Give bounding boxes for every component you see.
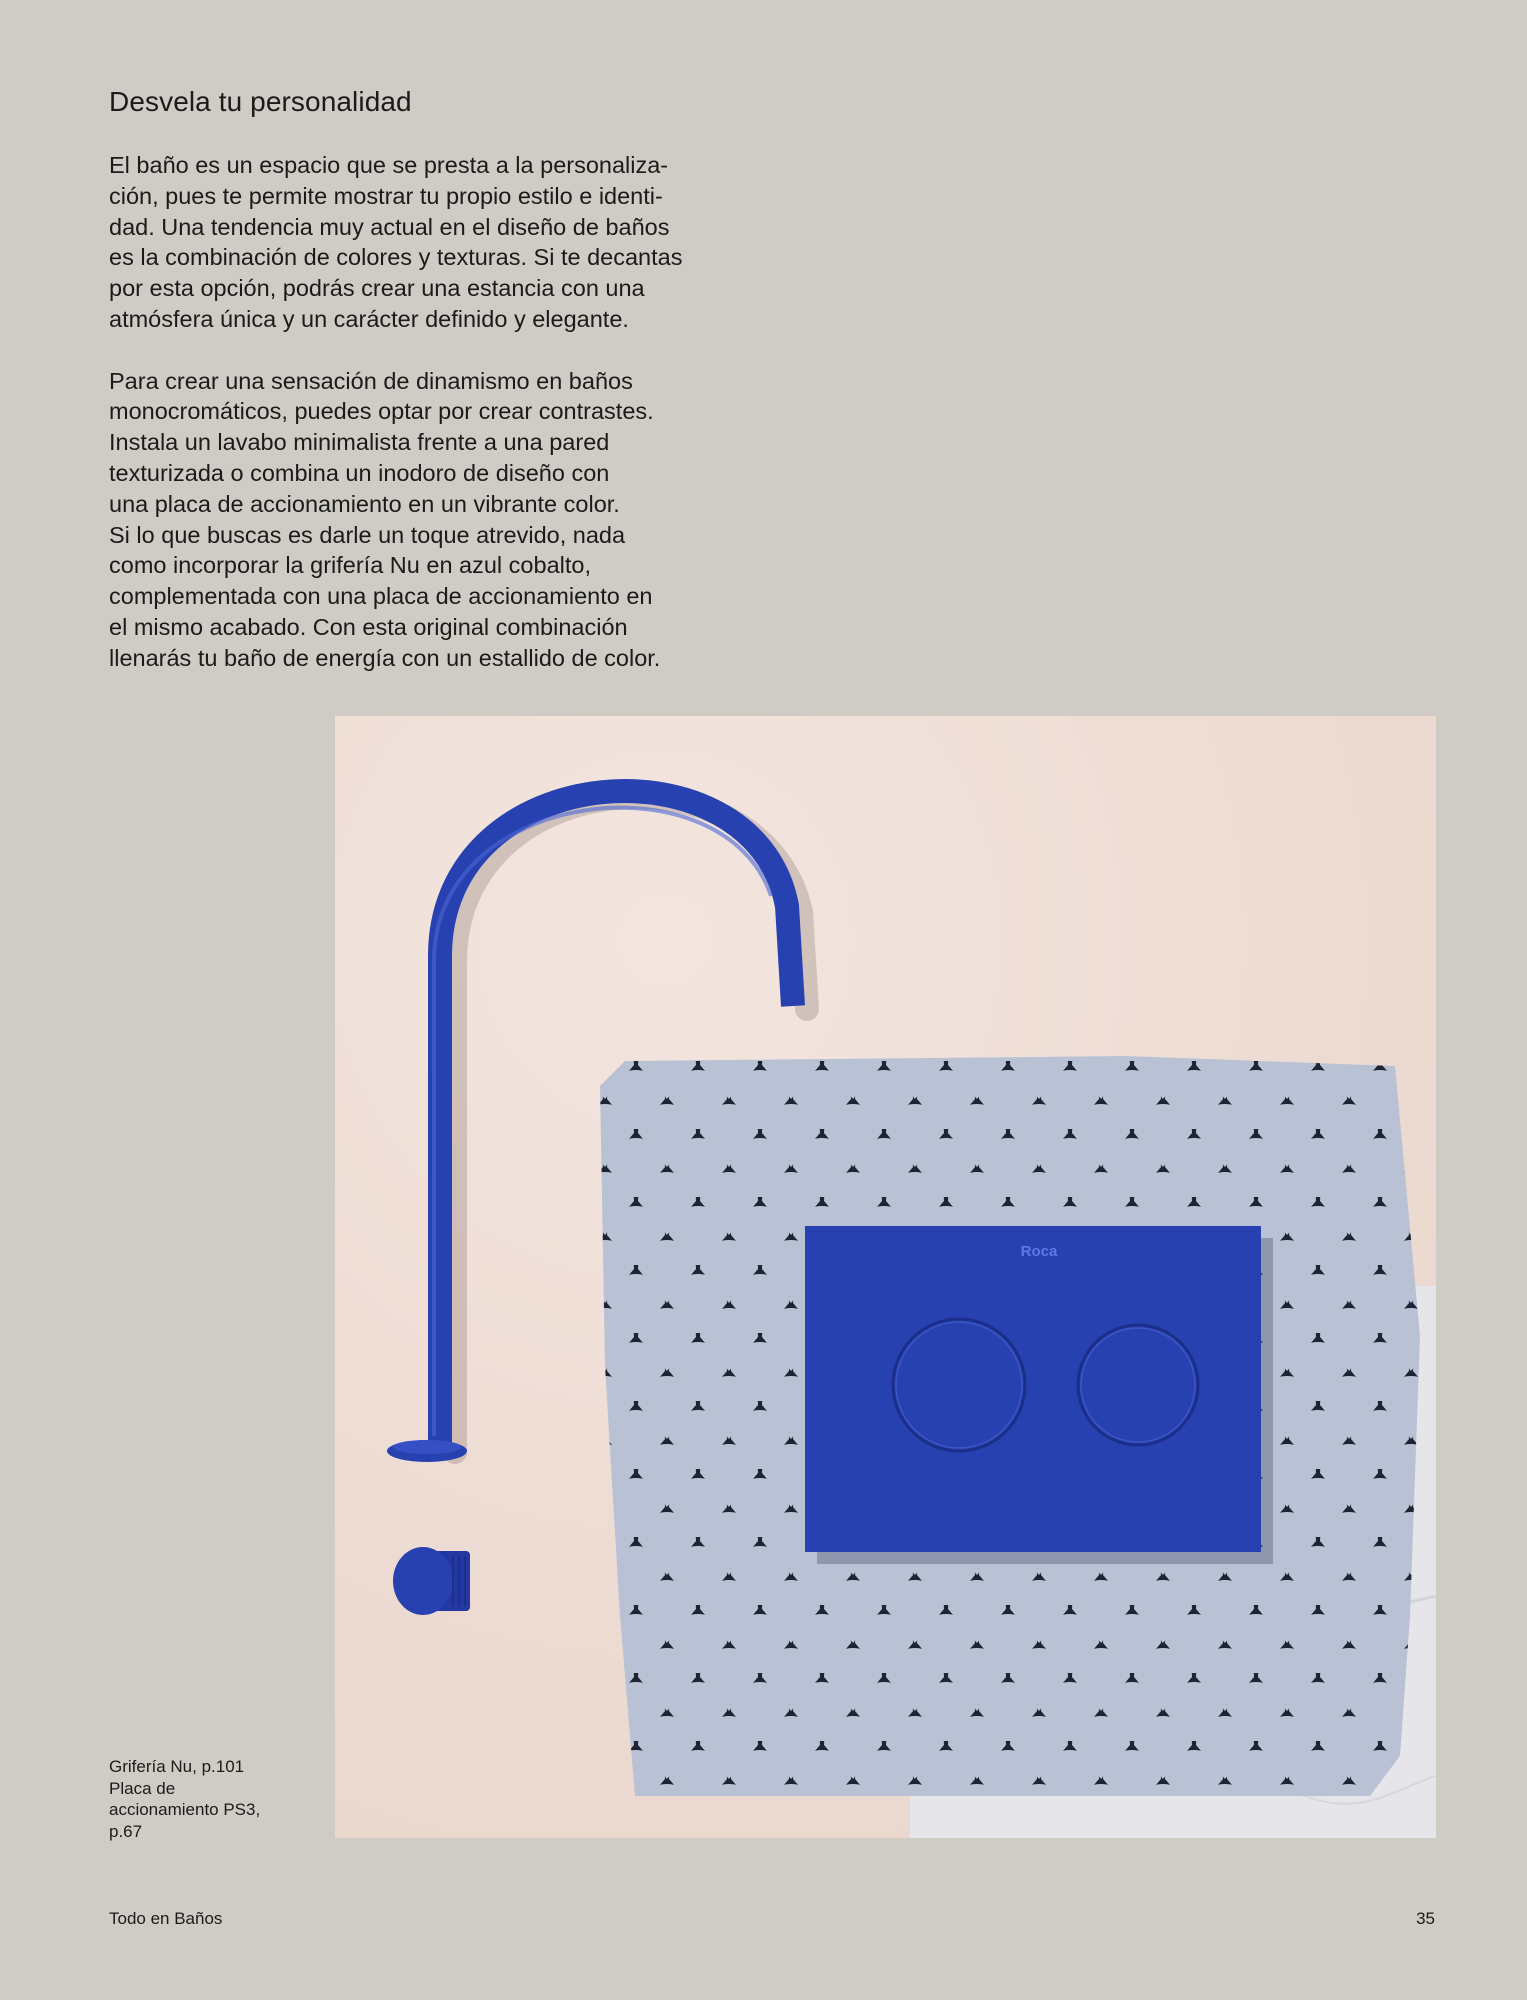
text-line: complementada con una placa de accionamiento en xyxy=(109,583,653,610)
flush-plate-icon xyxy=(805,1226,1273,1564)
page-number: 35 xyxy=(1416,1909,1435,1928)
caption-line: Placa de xyxy=(109,1778,176,1798)
text-line: Para crear una sensación de dinamismo en baños xyxy=(109,367,633,394)
faucet-handle-icon xyxy=(393,1547,470,1615)
text-line: llenarás tu baño de energía con un estallido de color. xyxy=(109,644,661,671)
product-photo xyxy=(335,716,1436,1838)
caption-line: p.67 xyxy=(109,1821,143,1841)
text-line: Si lo que buscas es darle un toque atrevido, nada xyxy=(109,521,626,548)
caption-line: Grifería Nu, p.101 xyxy=(109,1757,245,1776)
page-title: Desvela tu personalidad xyxy=(109,86,412,117)
text-line: ción, pues te permite mostrar tu propio estilo e identi- xyxy=(109,182,663,209)
caption-line: accionamiento PS3, xyxy=(109,1800,261,1819)
text-line: monocromáticos, puedes optar por crear contrastes. xyxy=(109,398,654,425)
text-line: es la combinación de colores y texturas. Si te decantas xyxy=(109,244,683,271)
text-line: texturizada o combina un inodoro de diseño con xyxy=(109,459,610,486)
text-line: como incorporar la grifería Nu en azul cobalto, xyxy=(109,552,591,579)
text-line: dad. Una tendencia muy actual en el diseño de baños xyxy=(109,213,670,240)
photo-caption xyxy=(109,1756,329,1842)
footer-section-label: Todo en Baños xyxy=(109,1909,223,1928)
text-line: El baño es un espacio que se presta a la personaliza- xyxy=(109,152,669,178)
text-line: atmósfera única y un carácter definido y elegante. xyxy=(109,305,629,332)
roca-logo: Roca xyxy=(1020,1243,1058,1260)
text-line: por esta opción, podrás crear una estancia con una xyxy=(109,275,645,302)
text-line: el mismo acabado. Con esta original combinación xyxy=(109,613,628,640)
paragraph-2 xyxy=(109,366,789,674)
large-flush-button xyxy=(893,1319,1025,1451)
small-flush-button xyxy=(1078,1325,1198,1445)
text-line: una placa de accionamiento en un vibrante color. xyxy=(109,490,620,517)
paragraph-1 xyxy=(109,150,789,335)
text-line: Instala un lavabo minimalista frente a una pared xyxy=(109,429,610,456)
article-body xyxy=(109,150,789,704)
